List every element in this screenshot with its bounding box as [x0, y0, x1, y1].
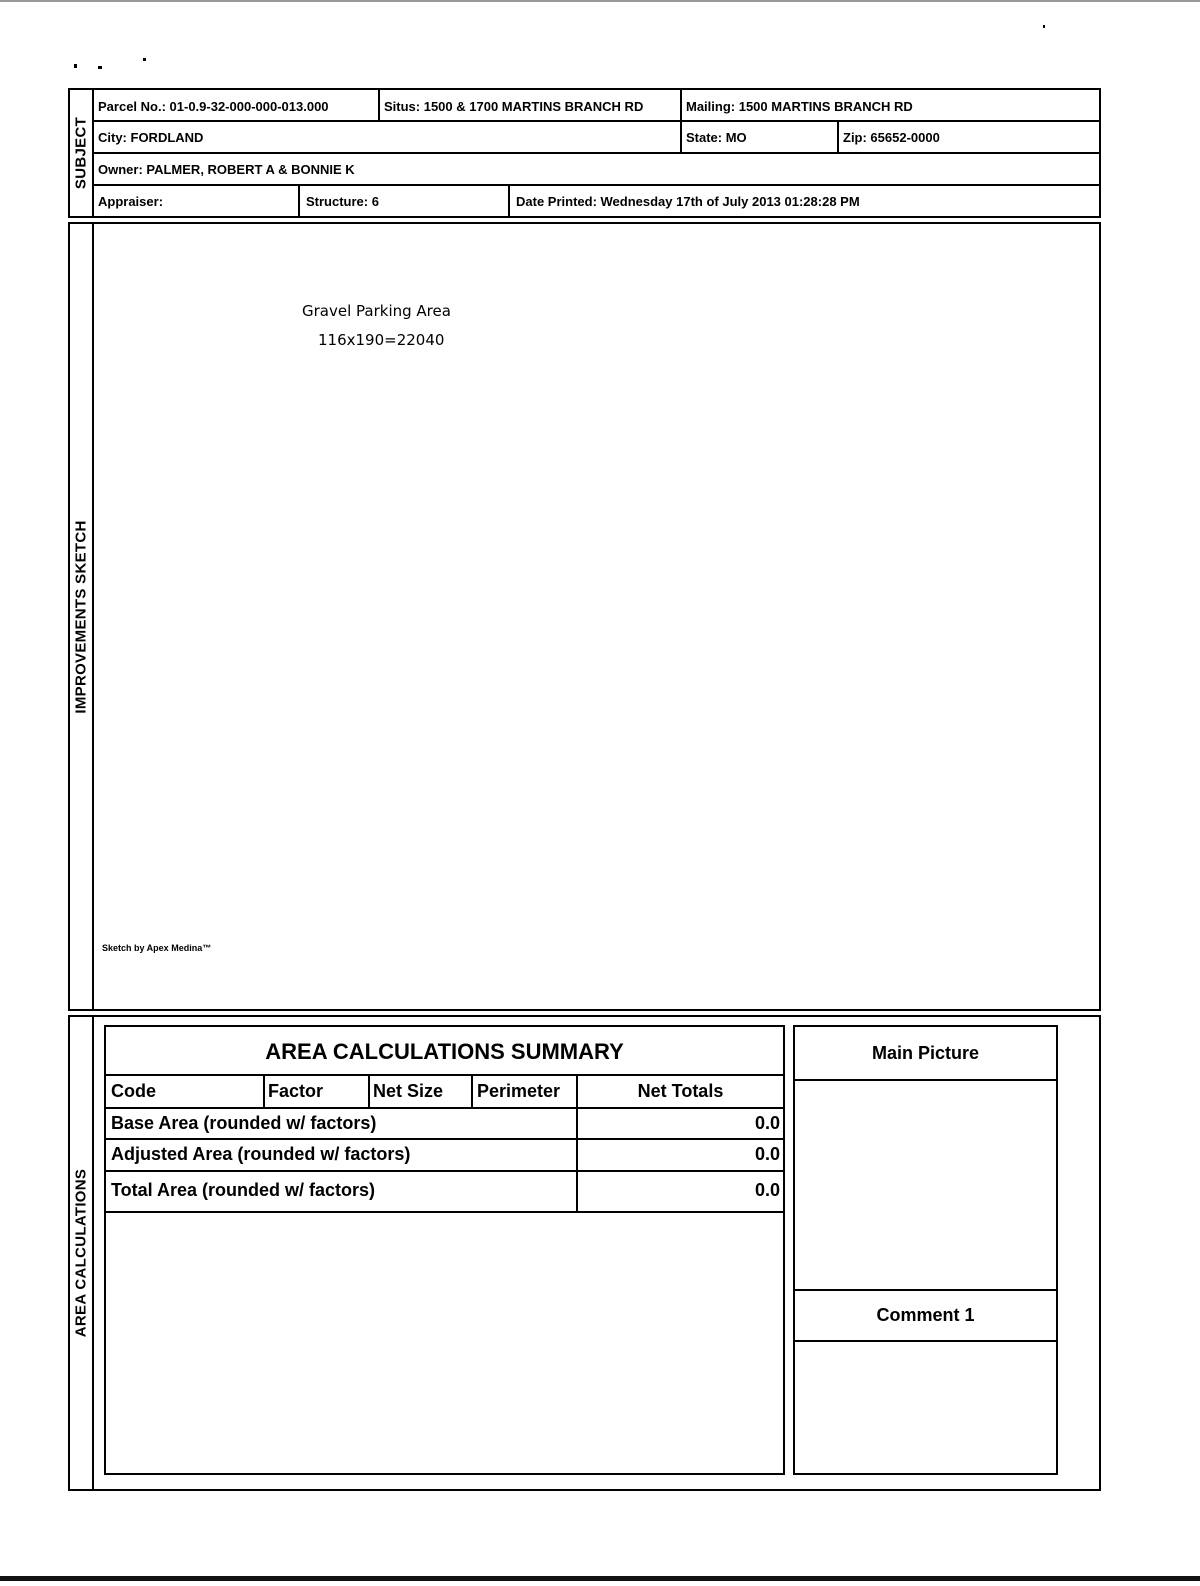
subject-label: SUBJECT	[72, 116, 90, 190]
mailing-address: Mailing: 1500 MARTINS BRANCH RD	[686, 98, 913, 114]
scan-mark	[98, 66, 102, 69]
table-row-label: Base Area (rounded w/ factors)	[111, 1112, 377, 1133]
col-divider	[298, 185, 300, 218]
area-calc-side-label	[70, 1017, 94, 1489]
col-divider	[368, 1075, 370, 1107]
table-row-label: Total Area (rounded w/ factors)	[111, 1179, 376, 1200]
sketch-label: IMPROVEMENTS SKETCH	[72, 519, 90, 714]
date-printed: Date Printed: Wednesday 17th of July 2013 01:28:28 PM	[516, 193, 860, 209]
area-summary-table	[104, 1025, 785, 1475]
row-divider	[106, 1170, 783, 1172]
table-row-label: Adjusted Area (rounded w/ factors)	[111, 1143, 411, 1164]
row-divider	[92, 152, 1099, 154]
sketch-side-label	[70, 224, 94, 1009]
improvements-sketch-section	[68, 222, 1101, 1011]
summary-title: AREA CALCULATIONS SUMMARY	[265, 1039, 624, 1064]
sketch-area-name: Gravel Parking Area	[302, 302, 451, 320]
sketch-credit: Sketch by Apex Medina™	[102, 943, 212, 953]
table-row-value: 0.0	[754, 1179, 780, 1200]
main-picture-label: Main Picture	[871, 1043, 980, 1063]
scan-mark	[143, 58, 146, 61]
area-calc-label: AREA CALCULATIONS	[72, 1168, 90, 1338]
owner: Owner: PALMER, ROBERT A & BONNIE K	[98, 161, 355, 177]
row-divider	[106, 1211, 783, 1213]
scan-mark	[74, 64, 77, 68]
col-divider	[508, 185, 510, 218]
row-divider	[795, 1340, 1056, 1342]
col-divider	[263, 1075, 265, 1107]
state: State: MO	[686, 129, 747, 145]
column-header-perimeter: Perimeter	[477, 1080, 561, 1101]
parcel-number: Parcel No.: 01-0.9-32-000-000-013.000	[98, 98, 329, 114]
city: City: FORDLAND	[98, 129, 204, 145]
sketch-area-calc: 116x190=22040	[318, 331, 445, 349]
col-divider	[471, 1075, 473, 1107]
structure: Structure: 6	[306, 193, 379, 209]
column-header-factor: Factor	[268, 1080, 324, 1101]
page-bottom-edge	[0, 1576, 1200, 1581]
column-header-code: Code	[111, 1080, 156, 1101]
table-row-value: 0.0	[754, 1143, 780, 1164]
row-divider	[795, 1289, 1056, 1291]
main-picture-area	[795, 1081, 1056, 1289]
picture-comment-panel	[793, 1025, 1058, 1475]
appraiser: Appraiser:	[98, 193, 164, 209]
column-header-net-size: Net Size	[373, 1080, 444, 1101]
subject-side-label	[70, 90, 94, 216]
comment-label: Comment 1	[876, 1305, 975, 1325]
subject-section	[68, 88, 1101, 218]
page-top-edge	[0, 0, 1200, 2]
row-divider	[92, 120, 1099, 122]
scan-mark	[1043, 25, 1045, 28]
situs-address: Situs: 1500 & 1700 MARTINS BRANCH RD	[384, 98, 644, 114]
zip-code: Zip: 65652-0000	[843, 129, 940, 145]
column-header-net-totals: Net Totals	[637, 1080, 724, 1101]
row-divider	[92, 184, 1099, 186]
table-row-value: 0.0	[754, 1112, 780, 1133]
